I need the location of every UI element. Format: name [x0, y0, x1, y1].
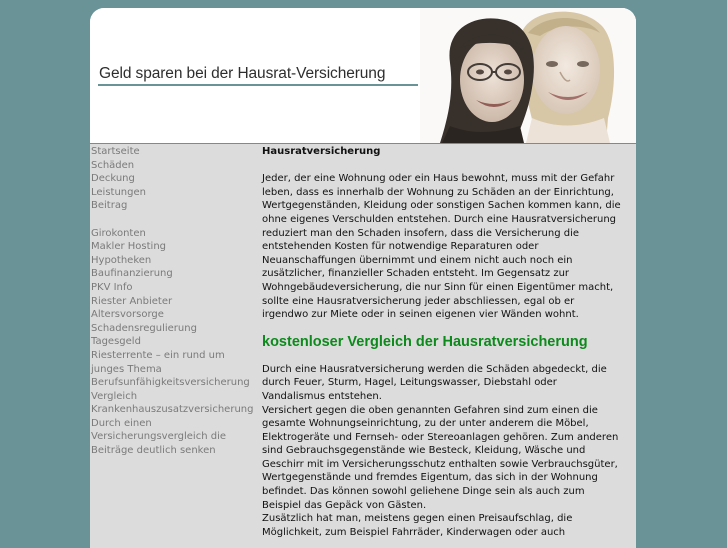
nav-link-altersvorsorge[interactable]: Altersvorsorge [91, 309, 164, 321]
nav-link-krankenhauszusatz[interactable]: Krankenhauszusatzversicherung [91, 404, 254, 416]
nav-link-baufinanzierung[interactable]: Baufinanzierung [91, 268, 173, 280]
text-line: durch Feuer, Sturm, Hagel, Leitungswasser, Diebstahl oder [262, 377, 557, 389]
nav-link-bu-vergleich-line2[interactable]: Vergleich [91, 390, 138, 402]
sidebar-nav [91, 145, 261, 458]
text-line: Möglichkeit, zum Beispiel Fahrräder, Kinderwagen oder auch [262, 526, 566, 538]
nav-link-schadensregulierung[interactable]: Schadensregulierung [91, 322, 197, 334]
nav-link-riesterrente-line2[interactable]: junges Thema [91, 363, 162, 375]
intro-paragraph [262, 172, 636, 322]
text-line: leben, dass es innerhalb der Wohnung zu Schäden an der Einrichtung, [262, 186, 614, 198]
text-line: Durch eine Hausratversicherung werden die Schäden abgedeckt, die [262, 363, 607, 375]
text-line: Zusätzlich hat man, meistens gegen einen Preisaufschlag, die [262, 513, 573, 525]
site-title: Geld sparen bei der Hausrat-Versicherung [99, 65, 386, 82]
page-container [90, 8, 636, 548]
text-line: ohne eigenes Verschulden entstehen. Durch eine Hausratversicherung [262, 213, 617, 225]
text-line: reduziert man den Schaden insofern, dass die Versicherung die [262, 227, 580, 239]
text-line: sollte eine Hausratversicherung jeder abschliessen, egal ob er [262, 295, 575, 307]
nav-link-leistungen[interactable]: Leistungen [91, 186, 146, 198]
text-line: Wohngebäudeversicherung, die nur Sinn für einen Eigentümer macht, [262, 281, 614, 293]
nav-link-vergleich-line2[interactable]: Versicherungsvergleich die [91, 431, 227, 443]
nav-link-beitrag[interactable]: Beitrag [91, 200, 128, 212]
text-line: irgendwo zur Miete oder in seinen eigenen vier Wänden wohnt. [262, 309, 579, 321]
text-line: sind Gebrauchsgegenstände wie Besteck, Kleidung, Wäsche und [262, 445, 586, 457]
text-line: Neuanschaffungen übernimmt und einem nicht auch noch ein [262, 254, 573, 266]
nav-link-makler-hosting[interactable]: Makler Hosting [91, 241, 166, 253]
title-underline [98, 84, 418, 86]
nav-link-riester-anbieter[interactable]: Riester Anbieter [91, 295, 173, 307]
text-line: Vandalismus entstehen. [262, 390, 382, 402]
nav-link-girokonten[interactable]: Girokonten [91, 227, 146, 239]
nav-link-hypotheken[interactable]: Hypotheken [91, 254, 152, 266]
text-line: Wertgegenstände und fremdes Eigentum, das sich in der Wohnung [262, 472, 598, 484]
nav-link-deckung[interactable]: Deckung [91, 173, 135, 185]
text-line: gesamte Wohnungseinrichtung, zu der unter anderem die Möbel, [262, 418, 589, 430]
text-line: Elektrogeräte und Fernseh- oder Stereoanlagen gehören. Zum anderen [262, 431, 619, 443]
text-line: Wertgegenständen, Kleidung oder sonstigen Sachen kommen kann, die [262, 200, 621, 212]
text-line: Geschirr mit im Versicherungsschutz enthalten sowie Verbrauchsgüter, [262, 458, 618, 470]
text-line: Jeder, der eine Wohnung oder ein Haus bewohnt, muss mit der Gefahr [262, 173, 615, 185]
text-line: Beispiel das Gepäck von Gästen. [262, 499, 427, 511]
text-line: befindet. Das können sowohl geliehene Dinge sein als auch zum [262, 486, 585, 498]
coverage-paragraph [262, 363, 636, 540]
nav-link-tagesgeld[interactable]: Tagesgeld [91, 336, 141, 348]
section-heading-vergleich: kostenloser Vergleich der Hausratversicherung [262, 333, 588, 350]
nav-link-startseite[interactable]: Startseite [91, 146, 140, 157]
nav-link-bu-vergleich-line1[interactable]: Berufsunfähigkeitsversicherung [91, 377, 250, 389]
nav-spacer [91, 213, 261, 227]
header-photo-two-women [420, 8, 636, 143]
nav-link-vergleich-line3[interactable]: Beiträge deutlich senken [91, 445, 216, 457]
nav-link-pkv-info[interactable]: PKV Info [91, 281, 133, 293]
page-heading: Hausratversicherung [262, 146, 381, 157]
nav-link-riesterrente-line1[interactable]: Riesterrente – ein rund um [91, 349, 225, 361]
text-line: Versichert gegen die oben genannten Gefahren sind zum einen die [262, 404, 598, 416]
nav-link-schaeden[interactable]: Schäden [91, 159, 135, 171]
site-header [90, 8, 636, 144]
text-line: entstehenden Kosten für notwendige Reparaturen oder [262, 241, 539, 253]
nav-link-vergleich-line1[interactable]: Durch einen [91, 417, 152, 429]
main-content [262, 145, 636, 539]
text-line: zusätzlicher, finanzieller Schaden entsteht. Im Gegensatz zur [262, 268, 570, 280]
